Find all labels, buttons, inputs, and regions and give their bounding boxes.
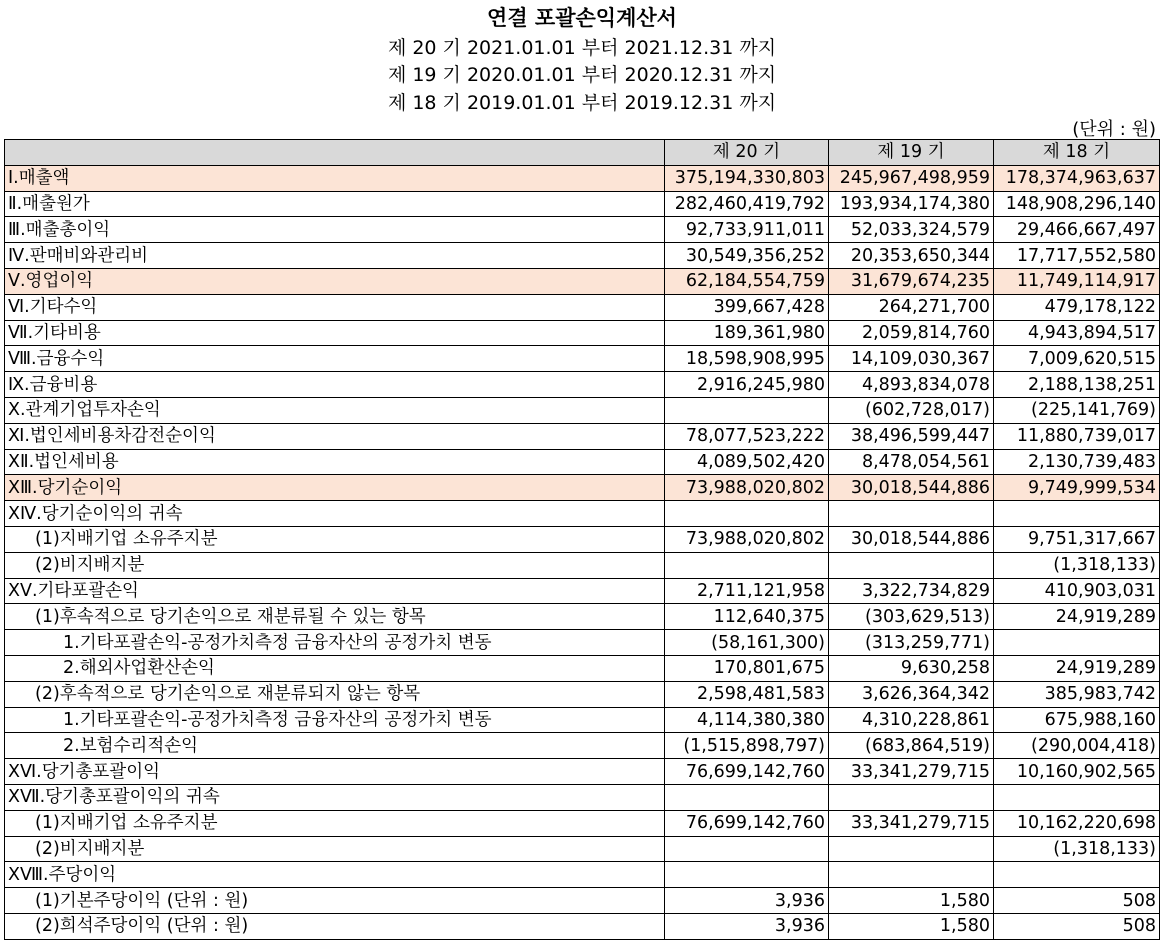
- statement-title: 연결 포괄손익계산서: [487, 6, 677, 30]
- value-period-20: 4,089,502,420: [665, 449, 829, 475]
- row-label: ⅩⅧ.주당이익: [5, 862, 665, 888]
- row-label: Ⅰ.매출액: [5, 165, 665, 191]
- row-label: Ⅷ.금융수익: [5, 346, 665, 372]
- table-row: [5, 217, 1160, 243]
- value-period-20: [665, 862, 829, 888]
- value-period-18: 24,919,289: [994, 604, 1160, 630]
- row-label: (2)후속적으로 당기손익으로 재분류되지 않는 항목: [5, 681, 665, 707]
- value-period-20: (58,161,300): [665, 630, 829, 656]
- value-period-19: 8,478,054,561: [829, 449, 994, 475]
- value-period-19: 4,310,228,861: [829, 707, 994, 733]
- value-period-20: 4,114,380,380: [665, 707, 829, 733]
- unit-label: (단위 : 원): [1072, 119, 1156, 140]
- row-label: Ⅶ.기타비용: [5, 320, 665, 346]
- value-period-19: (683,864,519): [829, 733, 994, 759]
- value-period-20: 2,916,245,980: [665, 372, 829, 398]
- value-period-18: 7,009,620,515: [994, 346, 1160, 372]
- row-label: (1)후속적으로 당기손익으로 재분류될 수 있는 항목: [5, 604, 665, 630]
- value-period-19: [829, 552, 994, 578]
- table-row: [5, 578, 1160, 604]
- row-label: 1.기타포괄손익-공정가치측정 금융자산의 공정가치 변동: [5, 630, 665, 656]
- header-period-18: 제 18 기: [994, 140, 1160, 166]
- value-period-19: 20,353,650,344: [829, 243, 994, 269]
- value-period-18: 29,466,667,497: [994, 217, 1160, 243]
- row-label: 1.기타포괄손익-공정가치측정 금융자산의 공정가치 변동: [5, 707, 665, 733]
- value-period-19: 14,109,030,367: [829, 346, 994, 372]
- table-row: [5, 784, 1160, 810]
- period-line-18: 제 18 기 2019.01.01 부터 2019.12.31 까지: [387, 92, 777, 114]
- value-period-19: 1,580: [829, 888, 994, 914]
- value-period-18: (1,318,133): [994, 552, 1160, 578]
- table-row: [5, 294, 1160, 320]
- row-label: 2.해외사업환산손익: [5, 655, 665, 681]
- table-row: [5, 423, 1160, 449]
- row-label: ⅩⅤ.기타포괄손익: [5, 578, 665, 604]
- table-row: [5, 888, 1160, 914]
- table-row: [5, 320, 1160, 346]
- value-period-18: [994, 501, 1160, 527]
- row-label: Ⅱ.매출원가: [5, 191, 665, 217]
- value-period-20: (1,515,898,797): [665, 733, 829, 759]
- value-period-20: [665, 836, 829, 862]
- row-label: Ⅵ.기타수익: [5, 294, 665, 320]
- row-label: (1)지배기업 소유주지분: [5, 810, 665, 836]
- row-label: (1)기본주당이익 (단위 : 원): [5, 888, 665, 914]
- value-period-19: [829, 784, 994, 810]
- value-period-20: 112,640,375: [665, 604, 829, 630]
- header-account: [5, 140, 665, 166]
- value-period-18: (290,004,418): [994, 733, 1160, 759]
- value-period-19: 1,580: [829, 913, 994, 939]
- value-period-19: (303,629,513): [829, 604, 994, 630]
- value-period-19: 33,341,279,715: [829, 759, 994, 785]
- value-period-19: [829, 836, 994, 862]
- value-period-18: 9,751,317,667: [994, 526, 1160, 552]
- value-period-20: 2,598,481,583: [665, 681, 829, 707]
- value-period-20: 3,936: [665, 913, 829, 939]
- row-label: Ⅹ.관계기업투자손익: [5, 397, 665, 423]
- value-period-20: 73,988,020,802: [665, 475, 829, 501]
- row-label: ⅩⅡ.법인세비용: [5, 449, 665, 475]
- value-period-20: 2,711,121,958: [665, 578, 829, 604]
- value-period-18: (225,141,769): [994, 397, 1160, 423]
- value-period-19: 264,271,700: [829, 294, 994, 320]
- row-label: Ⅳ.판매비와관리비: [5, 243, 665, 269]
- table-row: [5, 501, 1160, 527]
- value-period-18: 385,983,742: [994, 681, 1160, 707]
- row-label: (2)희석주당이익 (단위 : 원): [5, 913, 665, 939]
- value-period-18: 675,988,160: [994, 707, 1160, 733]
- table-row: [5, 165, 1160, 191]
- value-period-19: 30,018,544,886: [829, 475, 994, 501]
- value-period-19: 33,341,279,715: [829, 810, 994, 836]
- period-line-19: 제 19 기 2020.01.01 부터 2020.12.31 까지: [387, 64, 777, 86]
- table-row: [5, 526, 1160, 552]
- value-period-19: 38,496,599,447: [829, 423, 994, 449]
- value-period-20: 76,699,142,760: [665, 810, 829, 836]
- table-row: [5, 243, 1160, 269]
- value-period-18: 9,749,999,534: [994, 475, 1160, 501]
- value-period-19: [829, 862, 994, 888]
- value-period-20: [665, 784, 829, 810]
- value-period-19: 3,322,734,829: [829, 578, 994, 604]
- value-period-18: 178,374,963,637: [994, 165, 1160, 191]
- value-period-20: [665, 501, 829, 527]
- table-row: [5, 552, 1160, 578]
- value-period-20: [665, 397, 829, 423]
- value-period-20: 399,667,428: [665, 294, 829, 320]
- row-label: (1)지배기업 소유주지분: [5, 526, 665, 552]
- value-period-20: 18,598,908,995: [665, 346, 829, 372]
- row-label: Ⅴ.영업이익: [5, 268, 665, 294]
- value-period-18: (1,318,133): [994, 836, 1160, 862]
- table-row: [5, 268, 1160, 294]
- table-row: [5, 346, 1160, 372]
- value-period-18: 4,943,894,517: [994, 320, 1160, 346]
- value-period-18: 17,717,552,580: [994, 243, 1160, 269]
- row-label: Ⅺ.법인세비용차감전순이익: [5, 423, 665, 449]
- value-period-18: 10,162,220,698: [994, 810, 1160, 836]
- value-period-18: 11,749,114,917: [994, 268, 1160, 294]
- value-period-18: 2,188,138,251: [994, 372, 1160, 398]
- value-period-18: [994, 862, 1160, 888]
- value-period-18: 24,919,289: [994, 655, 1160, 681]
- value-period-19: (313,259,771): [829, 630, 994, 656]
- value-period-20: 189,361,980: [665, 320, 829, 346]
- table-body: [5, 165, 1160, 939]
- value-period-19: 31,679,674,235: [829, 268, 994, 294]
- header-period-19: 제 19 기: [829, 140, 994, 166]
- table-row: [5, 397, 1160, 423]
- value-period-20: 76,699,142,760: [665, 759, 829, 785]
- value-period-20: 375,194,330,803: [665, 165, 829, 191]
- table-row: [5, 604, 1160, 630]
- value-period-18: 410,903,031: [994, 578, 1160, 604]
- row-label: ⅩⅥ.당기총포괄이익: [5, 759, 665, 785]
- table-row: [5, 372, 1160, 398]
- value-period-18: 10,160,902,565: [994, 759, 1160, 785]
- value-period-20: 282,460,419,792: [665, 191, 829, 217]
- row-label: Ⅸ.금융비용: [5, 372, 665, 398]
- table-row: [5, 913, 1160, 939]
- value-period-20: 78,077,523,222: [665, 423, 829, 449]
- table-row: [5, 191, 1160, 217]
- value-period-18: 508: [994, 913, 1160, 939]
- income-statement-table: [4, 139, 1160, 940]
- value-period-19: 2,059,814,760: [829, 320, 994, 346]
- table-row: [5, 449, 1160, 475]
- row-label: (2)비지배지분: [5, 836, 665, 862]
- table-row: [5, 733, 1160, 759]
- value-period-18: 508: [994, 888, 1160, 914]
- value-period-19: 3,626,364,342: [829, 681, 994, 707]
- value-period-19: 245,967,498,959: [829, 165, 994, 191]
- table-row: [5, 707, 1160, 733]
- value-period-20: [665, 552, 829, 578]
- table-header-row: [5, 140, 1160, 166]
- value-period-20: 30,549,356,252: [665, 243, 829, 269]
- table-row: [5, 836, 1160, 862]
- value-period-20: 3,936: [665, 888, 829, 914]
- table-row: [5, 681, 1160, 707]
- value-period-18: 148,908,296,140: [994, 191, 1160, 217]
- table-row: [5, 810, 1160, 836]
- period-line-20: 제 20 기 2021.01.01 부터 2021.12.31 까지: [387, 37, 777, 59]
- value-period-19: 9,630,258: [829, 655, 994, 681]
- table-row: [5, 655, 1160, 681]
- table-row: [5, 759, 1160, 785]
- row-label: ⅩⅦ.당기총포괄이익의 귀속: [5, 784, 665, 810]
- value-period-20: 92,733,911,011: [665, 217, 829, 243]
- value-period-19: [829, 501, 994, 527]
- table-row: [5, 630, 1160, 656]
- value-period-20: 73,988,020,802: [665, 526, 829, 552]
- row-label: Ⅲ.매출총이익: [5, 217, 665, 243]
- value-period-18: 479,178,122: [994, 294, 1160, 320]
- table-row: [5, 862, 1160, 888]
- value-period-18: 2,130,739,483: [994, 449, 1160, 475]
- value-period-18: [994, 630, 1160, 656]
- row-label: ⅩⅢ.당기순이익: [5, 475, 665, 501]
- value-period-19: 30,018,544,886: [829, 526, 994, 552]
- row-label: 2.보험수리적손익: [5, 733, 665, 759]
- row-label: (2)비지배지분: [5, 552, 665, 578]
- value-period-20: 62,184,554,759: [665, 268, 829, 294]
- row-label: ⅩⅣ.당기순이익의 귀속: [5, 501, 665, 527]
- value-period-18: [994, 784, 1160, 810]
- value-period-20: 170,801,675: [665, 655, 829, 681]
- header-period-20: 제 20 기: [665, 140, 829, 166]
- value-period-19: 193,934,174,380: [829, 191, 994, 217]
- value-period-18: 11,880,739,017: [994, 423, 1160, 449]
- value-period-19: 52,033,324,579: [829, 217, 994, 243]
- value-period-19: (602,728,017): [829, 397, 994, 423]
- value-period-19: 4,893,834,078: [829, 372, 994, 398]
- table-row: [5, 475, 1160, 501]
